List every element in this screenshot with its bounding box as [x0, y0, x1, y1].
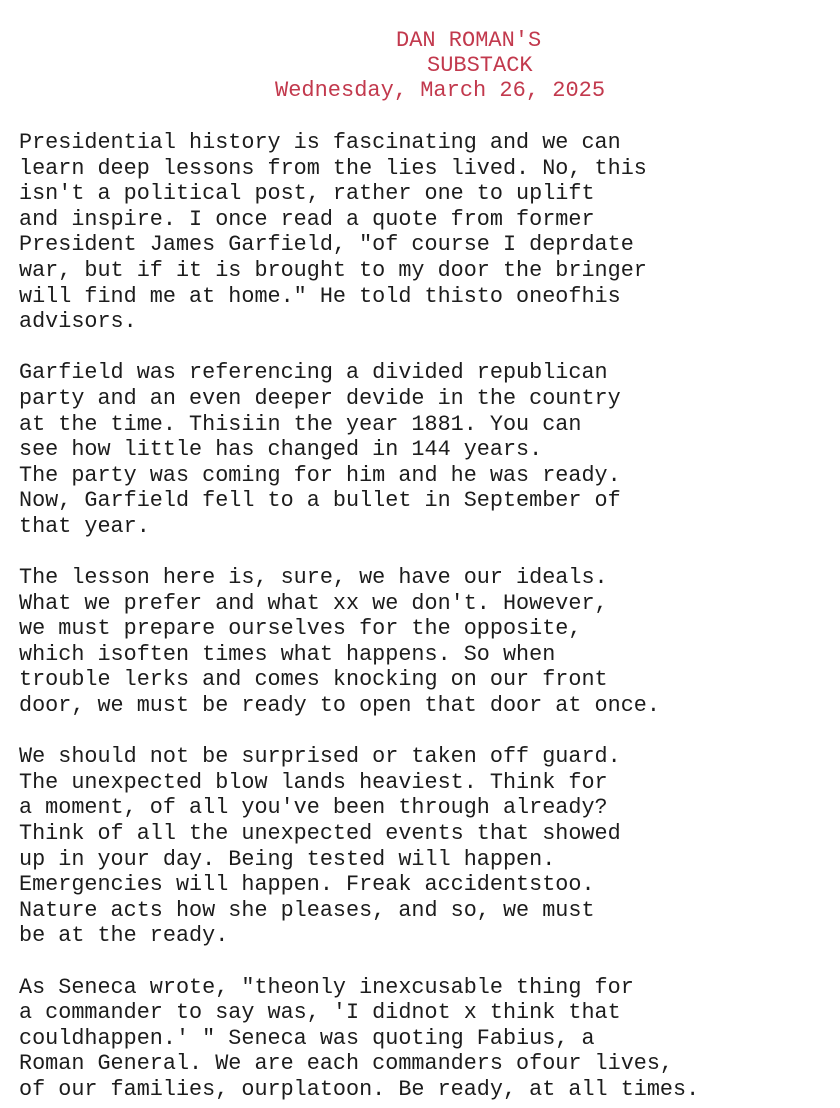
text-line: up in your day. Being tested will happen. — [19, 846, 556, 872]
masthead-author: DAN ROMAN'S — [396, 28, 542, 53]
text-line: Presidential history is fascinating and we can — [19, 130, 621, 155]
text-line: Garfield was referencing a divided republican — [19, 360, 608, 386]
post-body — [19, 130, 831, 1103]
paragraph — [19, 130, 831, 335]
text-line: see how little has changed in 144 years. — [19, 437, 543, 463]
text-line: Now, Garfield fell to a bullet in September of — [19, 488, 621, 514]
text-line: The party was coming for him and he was ready. — [19, 462, 621, 488]
text-line: The unexpected blow lands heaviest. Think for — [19, 769, 608, 795]
text-line: isn't a political post, rather one to uplift — [19, 181, 595, 207]
post-date: Wednesday, March 26, 2025 — [275, 78, 606, 103]
paragraph — [19, 975, 831, 1103]
text-line: a commander to say was, 'I didnot x think that — [19, 1000, 621, 1026]
text-line: door, we must be ready to open that door at once. — [19, 693, 660, 719]
text-line: Think of all the unexpected events that showed — [19, 821, 621, 847]
text-line: trouble lerks and comes knocking on our front — [19, 667, 608, 693]
text-line: that year. — [19, 513, 150, 539]
text-line: Emergencies will happen. Freak accidentstoo. — [19, 872, 595, 898]
paragraph — [19, 360, 831, 539]
text-line: We should not be surprised or taken off guard. — [19, 744, 621, 770]
text-line: and inspire. I once read a quote from former — [19, 206, 595, 232]
text-line: be at the ready. — [19, 923, 229, 949]
text-line: Nature acts how she pleases, and so, we must — [19, 897, 595, 923]
text-line: war, but if it is brought to my door the bringer — [19, 257, 647, 283]
text-line: What we prefer and what xx we don't. However, — [19, 590, 608, 616]
text-line: Roman General. We are each commanders ofour lives, — [19, 1051, 674, 1077]
text-line: As Seneca wrote, "theonly inexcusable thing for — [19, 974, 634, 1000]
text-line: which isoften times what happens. So when — [19, 641, 556, 667]
text-line: party and an even deeper devide in the country — [19, 385, 621, 411]
text-line: President James Garfield, "of course I deprdate — [19, 232, 634, 258]
text-line: couldhappen.' " Seneca was quoting Fabius, a — [19, 1025, 595, 1051]
masthead-publication: SUBSTACK — [427, 53, 533, 78]
text-line: at the time. Thisiin the year 1881. You can — [19, 411, 582, 437]
paragraph — [19, 744, 831, 949]
text-line: we must prepare ourselves for the opposite, — [19, 616, 582, 642]
text-line: advisors. — [19, 309, 137, 335]
text-line: will find me at home." He told thisto oneofhis — [19, 283, 621, 309]
text-line: a moment, of all you've been through already? — [19, 795, 608, 821]
text-line: The lesson here is, sure, we have our ideals. — [19, 565, 608, 591]
paragraph — [19, 565, 831, 719]
text-line: of our families, ourplatoon. Be ready, at all times. — [19, 1076, 700, 1102]
text-line: learn deep lessons from the lies lived. No, this — [19, 155, 647, 181]
